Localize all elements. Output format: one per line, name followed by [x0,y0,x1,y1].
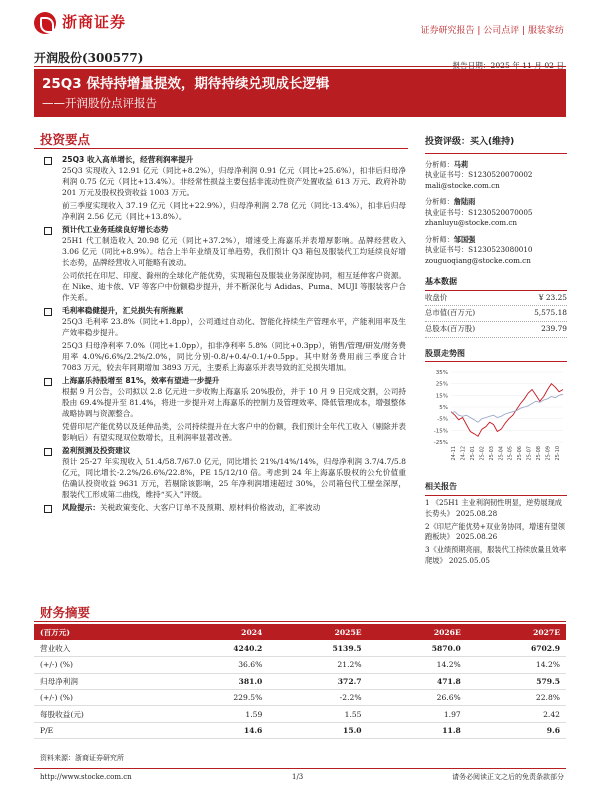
table-cell: 381.0 [169,673,268,689]
basic-data-value: 239.79 [541,324,567,334]
rating-value: 买入(维持) [470,137,515,147]
trend-chart-svg [425,366,567,471]
table-row [34,690,566,706]
section-divider [34,148,408,149]
key-points [42,152,406,513]
table-row [34,657,566,673]
table-body [34,640,566,738]
table-header-cell: 2024 [169,624,268,640]
table-header-cell: (百万元) [34,624,169,640]
sidebar [425,136,567,569]
analyst-cert: 执业证书号：S1230520070005 [425,207,533,217]
section-divider [34,621,566,622]
x-tick-label: 25-05 [507,446,514,461]
analyst-email[interactable]: zouguoqiang@stocke.com.cn [425,255,531,265]
point-heading: 上海嘉乐持股增至 81%，效率有望进一步提升 [42,375,406,386]
stock-name: 开润股份(300577) [34,51,144,65]
basic-data-value: ¥ 23.25 [538,292,567,302]
page-number: 1/3 [292,773,304,781]
point-heading: 预计代工业务延续良好增长态势 [42,224,406,235]
row-label: 每股收益(元) [34,706,169,722]
x-tick-label: 25-02 [479,446,486,461]
y-tick-label: 25% [435,382,448,389]
table-header-cell: 2026E [368,624,467,640]
analyst-email[interactable]: zhanluyu@stocke.com.cn [425,218,518,228]
related-report-link[interactable]: 1 《25H1 主业利润韧性明显，逆势展现成长势头》 2025.08.28 [425,497,562,518]
table-cell: 14.2% [467,657,566,673]
footer-url[interactable]: http://www.stocke.com.cn [40,773,132,781]
analyst-email[interactable]: mali@stocke.com.cn [425,180,500,190]
table-cell: 9.6 [467,722,566,738]
table-cell: 6702.9 [467,640,566,656]
y-tick-label: -5% [437,417,448,424]
x-tick-label: 25-03 [488,446,495,461]
series-line [451,395,563,423]
trend-chart-title: 股票走势图 [425,348,567,363]
financial-summary-table [34,624,566,739]
footer-disclaimer: 请务必阅读正文之后的免责条款部分 [452,773,564,781]
table-cell: 579.5 [467,673,566,689]
row-label: 归母净利润 [34,673,169,689]
table-cell: 14.2% [368,657,467,673]
table-row [34,722,566,738]
row-label: (+/-) (%) [34,690,169,706]
table-row [34,640,566,656]
table-cell: 11.8 [368,722,467,738]
header-divider [34,66,566,67]
analyst-role: 分析师： [425,234,454,244]
point-paragraph: 25Q3 实现收入 12.91 亿元（同比+8.2%），归母净利润 0.91 亿元（同比+25.6%），扣非后归母净利润 0.75 亿元（同比+13.4%）。非经常性损益主要包括非流动性资产处置收益 613 万元、政府补助 201 万元及股权投资收益 1003 万元。 [62,166,406,197]
rating-label: 投资评级： [425,137,471,147]
x-tick-label: 25-01 [469,446,476,461]
table-cell: 14.6 [169,722,268,738]
point-paragraph: 预计 25-27 年实现收入 51.4/58.7/67.0 亿元，同比增长 21%/14%/14%，归母净利润 3.7/4.7/5.8 亿元，同比增长-2.2%/26.6%/22.8%，PE 15/12/10 倍。考虑到 24 年上海嘉乐股权的公允价值重估确认投资收益 9631 万元，若剔除该影响，25 年净利润增速超过 30%，公司箱包代工壁垒深厚，服装代工形成第二曲线，维持“买入”评级。 [62,457,406,499]
table-cell: 15.0 [268,722,367,738]
x-tick-label: 24-12 [460,446,467,461]
table-row [34,706,566,722]
point-paragraph: 25H1 代工制造收入 20.98 亿元（同比+37.2%），增速受上海嘉乐并表增厚影响。品牌经营收入 3.06 亿元（同比+8.9%）。结合上半年业绩及订单趋势，我们预计 Q3 箱包及服装代工均延续良好增长态势，品牌经营收入可能略有波动。 [62,236,406,267]
y-tick-label: -15% [433,428,448,435]
related-reports [425,498,567,567]
report-subtitle: ——开润股份点评报告 [42,96,157,110]
analyst-role: 分析师： [425,160,454,170]
x-tick-label: 24-11 [451,446,457,461]
analyst-name: 邹国强 [453,234,476,244]
table-cell: 21.2% [268,657,367,673]
related-report-link[interactable]: 2《印尼产能优势+双业务协同，增速有望领跑板块》 2025.08.26 [425,521,565,542]
point-paragraph: 凭借印尼产能优势以及延伸品类，公司持续提升在大客户中的份额，我们预计全年代工收入（剔除并表影响后）有望实现双位数增长，且利润率显著改善。 [62,422,406,442]
footer-divider [34,768,566,769]
x-tick-label: 25-04 [498,446,505,461]
risk-heading [42,502,406,513]
basic-data-label: 总市值(百万元) [425,308,476,318]
stock-trend-chart [425,366,567,471]
row-label: (+/-) (%) [34,657,169,673]
basic-data-label: 收盘价 [425,292,448,302]
table-cell: 5870.0 [368,640,467,656]
basic-data-title: 基本数据 [425,276,567,291]
y-tick-label: -25% [433,440,448,447]
point-paragraph: 25Q3 归母净利率 7.0%（同比+1.0pp），扣非净利率 5.8%（同比+0.3pp），销售/管理/研发/财务费用率 4.0%/6.6%/2.2%/2.0%，同比分别-0.8/+0.4/-0.1/+0.5pp。其中财务费用前三季度合计 7083 万元，较去年同期增加 3893 万元，主要系上海嘉乐并表导致的汇兑损失增加。 [62,341,406,372]
basic-data-row [425,291,567,307]
row-label: P/E [34,722,169,738]
basic-data-row [425,322,567,338]
analyst-name: 马莉 [453,160,469,170]
basic-data-row [425,306,567,322]
data-source: 资料来源：浙商证券研究所 [40,754,124,762]
analyst-name: 詹陆雨 [453,197,476,207]
table-cell: 471.8 [368,673,467,689]
page-header [0,0,600,46]
analyst-cert: 执业证书号：S1230520070002 [425,170,533,180]
table-cell: 1.59 [169,706,268,722]
row-label: 营业收入 [34,640,169,656]
analyst-block [425,160,567,191]
table-cell: -2.2% [268,690,367,706]
point-heading: 25Q3 收入高单增长，经营利润率提升 [42,154,406,165]
related-report-link[interactable]: 3《业绩预期亮丽，服装代工持续放量且效率爬坡》 2025.05.05 [425,545,567,565]
section-title-financial-summary: 财务摘要 [40,605,91,620]
y-tick-label: 35% [435,370,448,377]
point-paragraph: 25Q3 毛利率 23.8%（同比+1.8pp），公司通过自动化、智能化持续生产管理水平，产能利用率及生产效率稳步提升。 [62,317,406,337]
table-header-cell: 2027E [467,624,566,640]
report-type: 证券研究报告 | 公司点评 | 服装家纺 [420,26,564,36]
basic-data-label: 总股本(百万股) [425,324,476,334]
point-paragraph: 公司依托在印尼、印度、滁州的全球化产能优势，实现箱包及服装业务深度协同，相互延伸客户资源。在 Nike、迪卡侬、VF 等客户中份额稳步提升，并不断深化与 Adidas、Puma、MUJI 等服装客户合作关系。 [62,271,406,302]
table-cell: 1.97 [368,706,467,722]
section-title-key-points: 投资要点 [40,132,91,147]
report-title: 25Q3 保持持增量提效，期待持续兑现成长逻辑 [42,76,330,92]
risk-label: 风险提示： [62,503,100,512]
brand-name: 浙商证券 [62,13,127,32]
x-tick-label: 25-08 [536,446,543,461]
table-cell: 26.6% [368,690,467,706]
point-paragraph: 前三季度实现收入 37.19 亿元（同比+22.9%），归母净利润 2.78 亿元（同比-13.4%），扣非后归母净利润 2.56 亿元（同比+13.8%）。 [62,201,406,221]
table-cell: 229.5% [169,690,268,706]
company-logo [34,12,126,34]
analyst-block [425,197,567,228]
analyst-cert: 执业证书号：S1230523080010 [425,245,533,255]
point-heading: 毛利率稳健提升，汇兑损失有所拖累 [42,305,406,316]
point-paragraph: 根据 9 月公告，公司拟以 2.8 亿元进一步收购上海嘉乐 20%股份，并于 10 月 9 日完成交割，公司持股由 69.4%提升至 81.4%，将进一步提升对上海嘉乐的控制力及管理效率、降低管理成本，增强整体战略协调与资源整合。 [62,387,406,418]
title-banner [34,69,566,117]
table-cell: 1.55 [268,706,367,722]
x-tick-label: 25-07 [526,446,533,461]
table-cell: 372.7 [268,673,367,689]
x-tick-label: 25-10 [555,446,561,461]
analyst-block [425,235,567,266]
table-header-cell: 2025E [268,624,367,640]
table-cell: 4240.2 [169,640,268,656]
related-reports-title: 相关报告 [425,481,567,496]
analyst-role: 分析师： [425,197,454,207]
logo-icon [34,12,56,34]
point-heading: 盈利预测及投资建议 [42,445,406,456]
x-tick-label: 25-06 [517,446,524,461]
investment-rating [425,136,567,154]
table-header-row [34,624,566,640]
series-line [451,384,563,437]
x-tick-label: 25-09 [545,446,552,461]
table-row [34,673,566,689]
risk-text: 关税政策变化、大客户订单不及预期、原材料价格波动，汇率波动 [99,503,321,512]
table-cell: 2.42 [467,706,566,722]
table-cell: 5139.5 [268,640,367,656]
table-cell: 36.6% [169,657,268,673]
table-cell: 22.8% [467,690,566,706]
y-tick-label: 5% [439,405,448,412]
basic-data-value: 5,575.18 [534,308,567,318]
y-tick-label: 15% [435,393,448,400]
